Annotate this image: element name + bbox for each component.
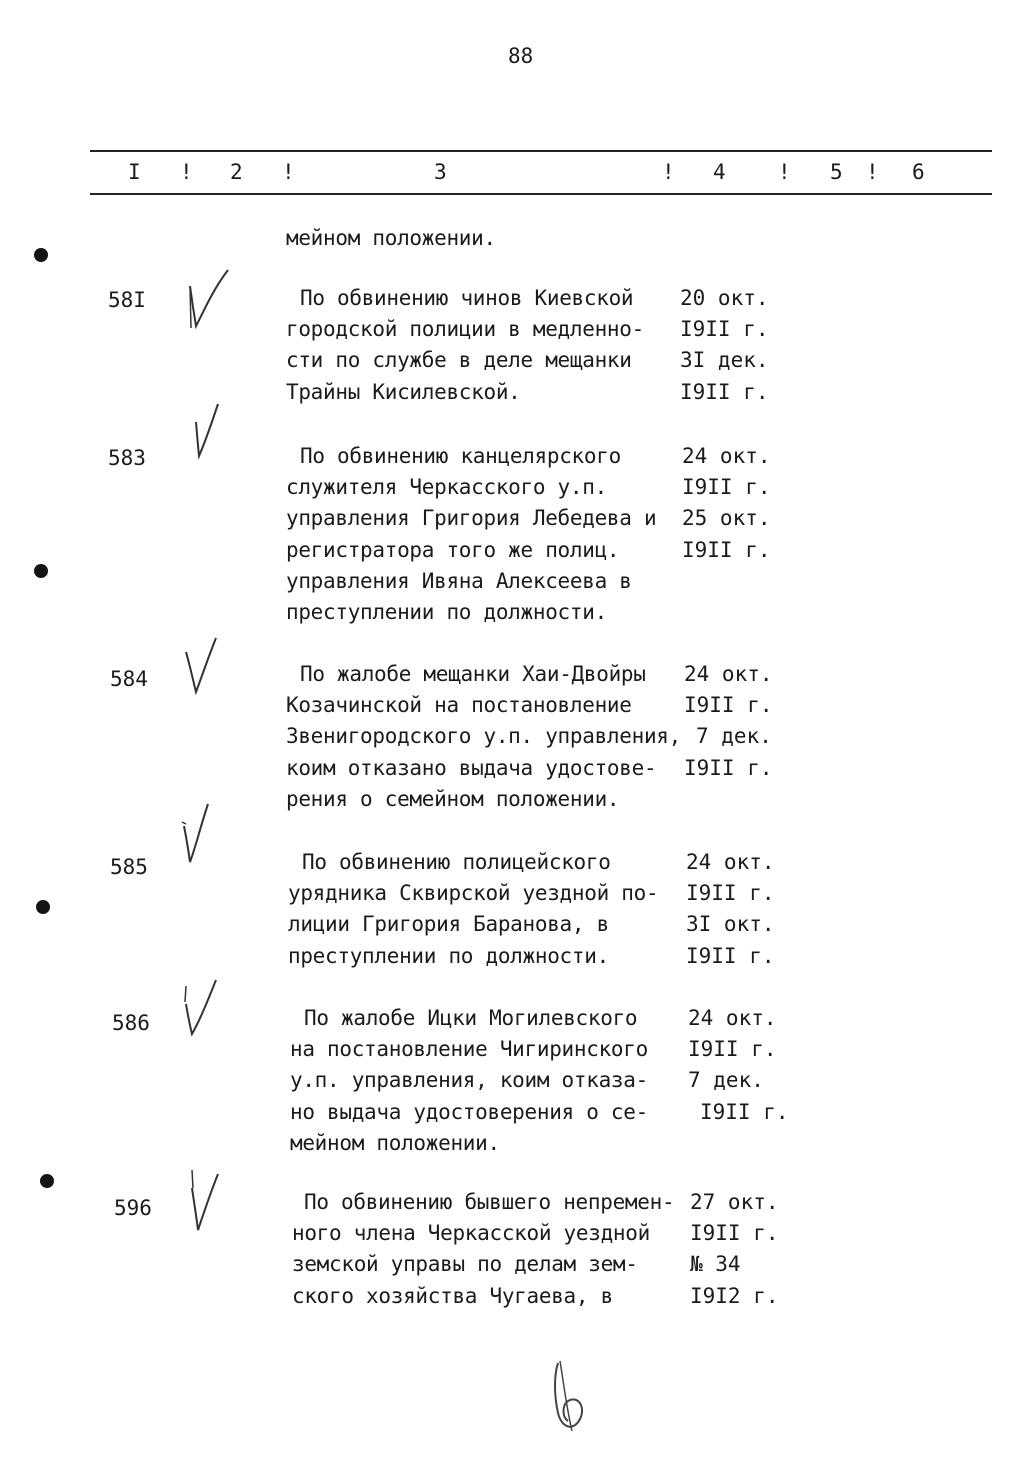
header-rule-top	[90, 150, 992, 152]
description-line: По обвинению полицейского	[302, 850, 611, 874]
date-line: I9II г.	[680, 380, 769, 404]
description-line: По жалобе мещанки Хаи-Двойры	[300, 662, 646, 686]
description-line: городской полиции в медленно-	[286, 317, 644, 341]
description-line: преступлении по должности.	[286, 600, 607, 624]
description-line: По обвинению канцелярского	[300, 444, 621, 468]
column-3-label: 3	[434, 160, 447, 184]
checkmark-icon	[180, 976, 230, 1046]
column-separator: !	[662, 160, 675, 184]
column-separator: !	[866, 160, 879, 184]
description-line: По обвинению чинов Киевской	[300, 286, 634, 310]
column-separator: !	[282, 160, 295, 184]
column-2-label: 2	[230, 160, 243, 184]
description-line: на постановление Чигиринского	[290, 1037, 648, 1061]
column-1-label: I	[128, 160, 141, 184]
description-line: у.п. управления, коим отказа-	[290, 1068, 648, 1092]
date-line: 3I дек.	[680, 348, 769, 372]
description-line: управления Ивяна Алексеева в	[286, 569, 632, 593]
punch-hole	[36, 900, 50, 914]
checkmark-icon	[178, 800, 228, 870]
description-line: мейном положении.	[290, 1131, 500, 1155]
description-line: Звенигородского у.п. управления,	[286, 724, 681, 748]
date-line: I9II г.	[680, 317, 769, 341]
date-line: 24 окт.	[688, 1006, 777, 1030]
record-number: 596	[114, 1196, 152, 1220]
date-line: 20 окт.	[680, 286, 769, 310]
handwritten-mark-icon	[548, 1355, 594, 1435]
description-line: регистратора того же полиц.	[286, 538, 620, 562]
description-line: По жалобе Ицки Могилевского	[304, 1006, 638, 1030]
column-separator: !	[180, 160, 193, 184]
description-line: ного члена Черкасской уездной	[292, 1221, 650, 1245]
description-line: преступлении по должности.	[288, 944, 609, 968]
date-line: I9II г.	[700, 1100, 789, 1124]
description-line: лиции Григория Баранова, в	[288, 912, 609, 936]
date-line: I9II г.	[684, 756, 773, 780]
column-5-label: 5	[830, 160, 843, 184]
date-line: I9II г.	[682, 475, 771, 499]
header-rule-bottom	[90, 193, 992, 195]
date-line: I9II г.	[688, 1037, 777, 1061]
date-line: 7 дек.	[688, 1068, 764, 1092]
column-separator: !	[778, 160, 791, 184]
record-number: 585	[110, 855, 148, 879]
date-line: 3I окт.	[686, 912, 775, 936]
date-line: 7 дек.	[696, 724, 772, 748]
description-line: управления Григория Лебедева и	[286, 506, 657, 530]
record-number: 584	[110, 667, 148, 691]
record-number: 586	[112, 1011, 150, 1035]
date-line: 24 окт.	[682, 444, 771, 468]
date-line: 25 окт.	[682, 506, 771, 530]
punch-hole	[40, 1174, 54, 1188]
punch-hole	[34, 248, 48, 262]
checkmark-icon	[182, 266, 232, 336]
description-line: земской управы по делам зем-	[292, 1252, 638, 1276]
record-number: 583	[108, 446, 146, 470]
checkmark-icon	[186, 400, 236, 470]
date-line: № 34	[690, 1252, 741, 1276]
record-number: 58I	[108, 288, 146, 312]
description-line: коим отказано выдача удостове-	[286, 756, 657, 780]
date-line: 24 окт.	[686, 850, 775, 874]
description-line: рения о семейном положении.	[286, 787, 620, 811]
date-line: I9I2 г.	[690, 1284, 779, 1308]
description-line: но выдача удостоверения о се-	[290, 1100, 648, 1124]
column-6-label: 6	[912, 160, 925, 184]
date-line: I9II г.	[690, 1221, 779, 1245]
checkmark-icon	[180, 636, 230, 706]
page-number: 88	[508, 44, 534, 68]
date-line: 27 окт.	[690, 1190, 779, 1214]
date-line: I9II г.	[684, 693, 773, 717]
description-line: урядника Сквирской уездной по-	[288, 881, 659, 905]
date-line: I9II г.	[686, 881, 775, 905]
date-line: I9II г.	[682, 538, 771, 562]
date-line: 24 окт.	[684, 662, 773, 686]
checkmark-icon	[184, 1166, 234, 1236]
punch-hole	[34, 564, 48, 578]
description-line: служителя Черкасского у.п.	[286, 475, 607, 499]
description-line: сти по службе в деле мещанки	[286, 348, 632, 372]
description-line: ского хозяйства Чугаева, в	[292, 1284, 613, 1308]
description-line: Трайны Кисилевской.	[286, 380, 521, 404]
continuation-text: мейном положении.	[286, 226, 496, 250]
column-4-label: 4	[713, 160, 726, 184]
description-line: По обвинению бывшего непремен-	[304, 1190, 675, 1214]
date-line: I9II г.	[686, 944, 775, 968]
description-line: Козачинской на постановление	[286, 693, 632, 717]
